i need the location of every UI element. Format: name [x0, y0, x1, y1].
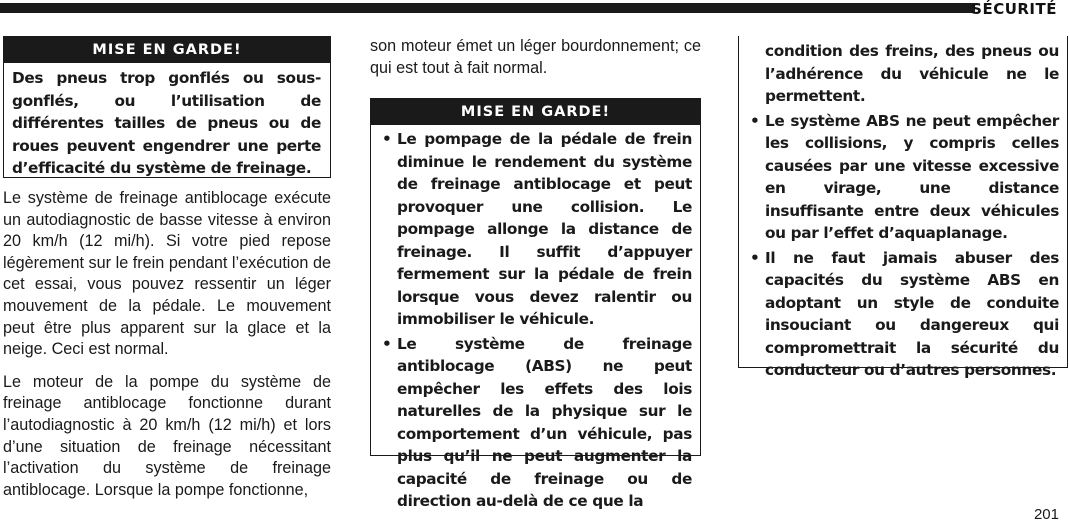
- bullet-icon: •: [382, 334, 392, 353]
- header-rule: [0, 3, 975, 13]
- warning-list: [747, 110, 1059, 382]
- body-paragraph: Le moteur de la pompe du système de freinage antiblocage fonctionne durant l’autodiagnostic à 20 km/h (12 mi/h) et lors d’une situation de freinage nécessitant l’activation du système de freinage antiblocage. Lorsque la pompe fonctionne,: [3, 372, 331, 499]
- warning-text: [4, 63, 330, 180]
- bullet-icon: •: [750, 111, 760, 130]
- list-item: • Le système de freinage antiblocage (ABS) ne peut empêcher les effets des lois naturelles de la physique sur le comportement d’un véhicule, pas plus qu’il ne peut augmenter la capacité de freinage ou de direction au-delà de ce que la: [382, 334, 692, 511]
- body-paragraph: Le système de freinage antiblocage exécute un autodiagnostic de basse vitesse à environ 20 km/h (12 mi/h). Si votre pied repose légèrement sur le frein pendant l’exécution de cet essai, vous pouvez ressentir un léger mouvement de la pédale. Le mouvement peut être plus apparent sur la glace et la neige. Ceci est normal.: [3, 189, 331, 359]
- warning-box: [370, 98, 701, 511]
- column-1: [3, 36, 331, 512]
- bullet-icon: •: [382, 130, 392, 149]
- column-2: [370, 36, 701, 511]
- warning-list: [379, 128, 692, 513]
- list-item: • Le pompage de la pédale de frein diminue le rendement du système de freinage antiblocage et peut provoquer une collision. Le pompage allonge la distance de freinage. Il suffit d’appuyer fermement sur la pédale de frein lorsque vous devez ralentir ou immobiliser le véhicule.: [382, 130, 692, 329]
- warning-continuation: condition des freins, des pneus ou l’adhérence du véhicule ne le permettent.: [765, 42, 1059, 105]
- section-title: SÉCURITÉ: [971, 0, 1057, 18]
- warning-paragraph: Des pneus trop gonflés ou sous-gonflés, ou l’utilisation de différentes tailles de pneus ou de roues peuvent engendrer une perte d’efficacité du système de freinage.: [12, 69, 321, 177]
- warning-text: [739, 36, 1067, 382]
- warning-box: [3, 36, 331, 178]
- page-number: 201: [1033, 506, 1059, 523]
- body-paragraph: son moteur émet un léger bourdonnement; ce qui est tout à fait normal.: [370, 37, 701, 77]
- list-item: • Il ne faut jamais abuser des capacités du système ABS en adoptant un style de conduite insouciant ou dangereux qui compromettrait la sécurité du conducteur ou d’autres personnes.: [750, 248, 1059, 379]
- warning-text: [371, 125, 700, 513]
- warning-title: MISE EN GARDE!: [4, 37, 330, 63]
- warning-box-continued: [738, 36, 1068, 379]
- warning-title: MISE EN GARDE!: [371, 99, 700, 125]
- list-item: • Le système ABS ne peut empêcher les collisions, y compris celles causées par une vitesse excessive en virage, une distance insuffisante entre deux véhicules ou par l’effet d’aquaplanage.: [750, 111, 1059, 242]
- bullet-icon: •: [750, 248, 760, 267]
